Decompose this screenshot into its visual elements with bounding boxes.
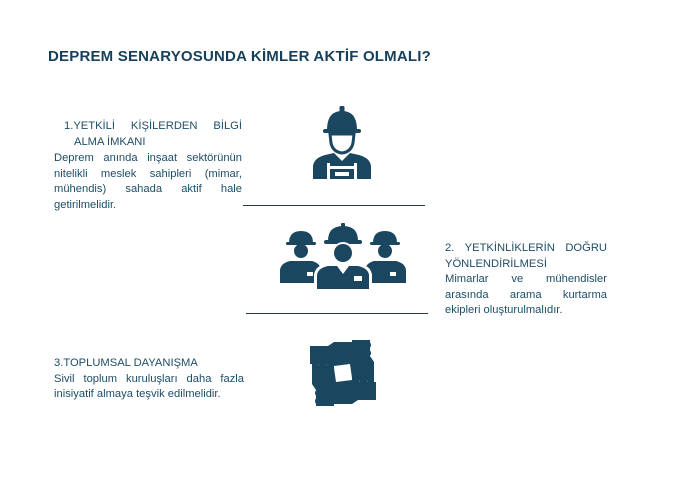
- worker-team-icon: [280, 223, 406, 289]
- section-2-heading-line1: 2. YETKİNLİKLERİN DOĞRU: [445, 242, 607, 254]
- construction-worker-icon: [305, 103, 379, 179]
- section-1: [54, 119, 242, 213]
- section-2: [445, 241, 607, 319]
- divider-1: [243, 205, 425, 206]
- section-3-heading: 3.TOPLUMSAL DAYANIŞMA: [54, 357, 198, 369]
- section-2-body: Mimarlar ve mühendisler arasında arama kurtarma ekipleri oluşturulmalıdır.: [445, 273, 607, 316]
- section-1-body: Deprem anında inşaat sektörünün nitelikli meslek sahipleri (mimar, mühendis) sahada aktif hale getirilmelidir.: [54, 152, 242, 211]
- joined-hands-icon: [306, 336, 380, 410]
- section-2-heading-line2: YÖNLENDİRİLMESİ: [445, 257, 547, 270]
- section-3-body: Sivil toplum kuruluşları daha fazla inisiyatif almaya teşvik edilmelidir.: [54, 372, 244, 400]
- page-title: DEPREM SENARYOSUNDA KİMLER AKTİF OLMALI?: [48, 48, 431, 65]
- section-1-heading-line2: ALMA İMKANI: [74, 135, 146, 148]
- divider-2: [246, 313, 428, 314]
- section-1-heading-line1: 1.YETKİLİ KİŞİLERDEN BİLGİ: [64, 120, 242, 132]
- section-3: [54, 356, 244, 403]
